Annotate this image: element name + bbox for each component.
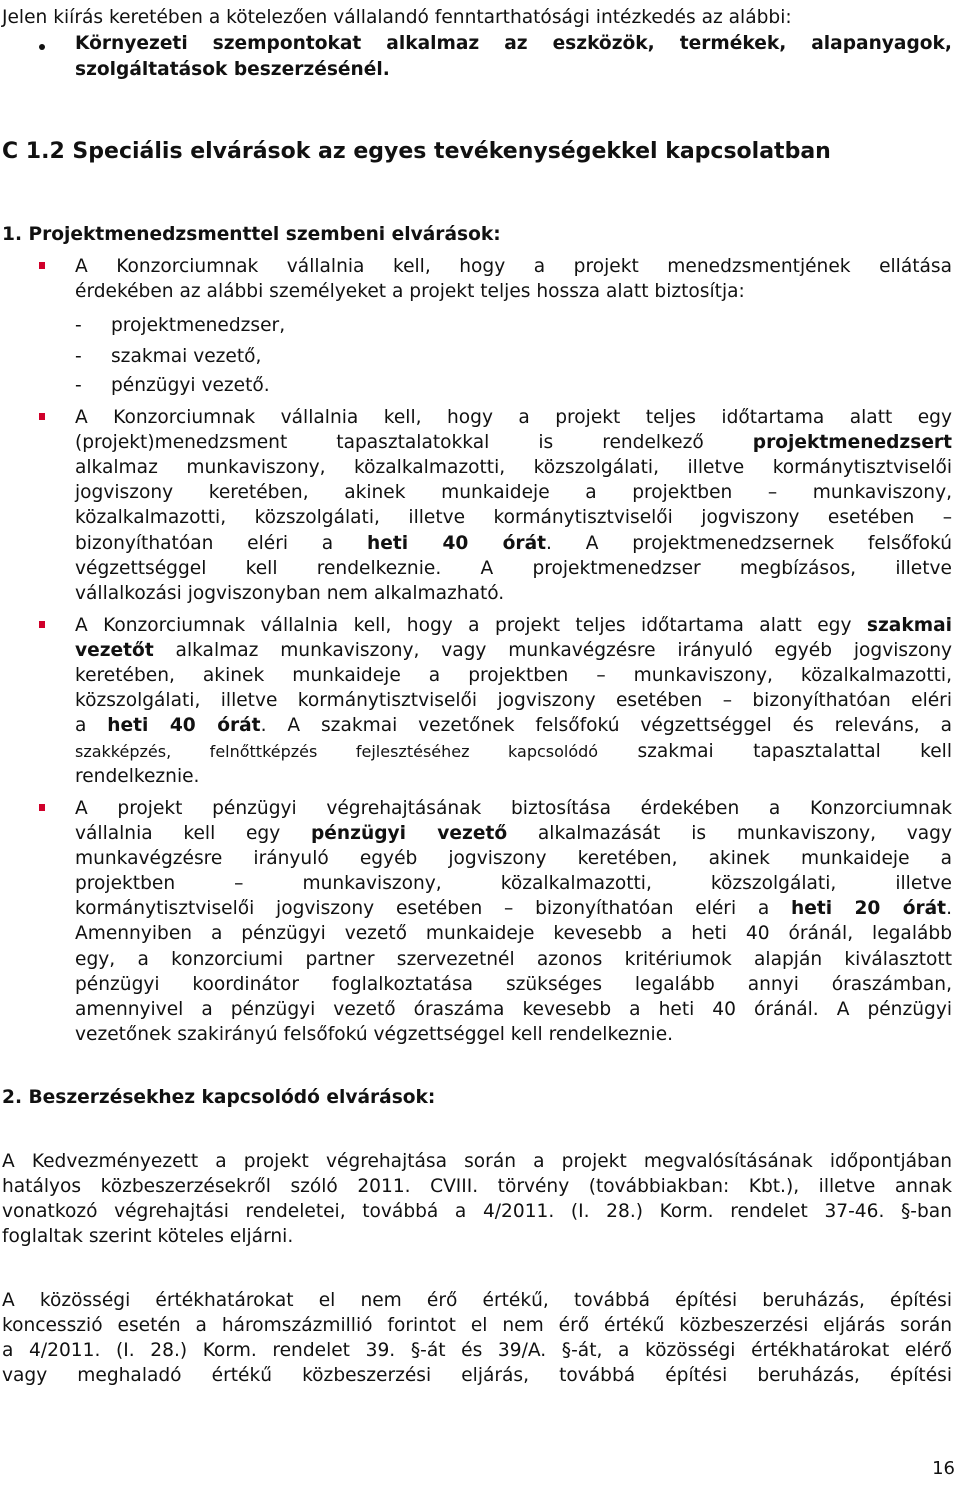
heading-beszerzesek: 2. Beszerzésekhez kapcsolódó elvárások: [2,1087,436,1108]
heading-projektmenedzsment: 1. Projektmenedzsmenttel szembeni elvárások: [2,224,501,245]
b4-line7: egy, a konzorciumi partner szervezetnél azonos kritériumok alapján kiválasztott [75,949,952,970]
section-heading-c12: C 1.2 Speciális elvárások az egyes tevékenységekkel kapcsolatban [2,139,831,164]
b4-line2: vállalnia kell egy pénzügyi vezető alkalmazását is munkaviszony, vagy [75,823,952,844]
p1-line2: hatályos közbeszerzésekről szóló 2011. CVIII. törvény (továbbiakban: Kbt.), illetve annak [2,1176,952,1197]
b4-line3: munkavégzésre irányuló egyéb jogviszony keretében, akinek munkaideje a [75,848,952,869]
p2-line3: a 4/2011. (I. 28.) Korm. rendelet 39. §-át és 39/A. §-át, a közösségi értékhatárokat elérő [2,1340,952,1361]
b2-line8: vállalkozási jogviszonyban nem alkalmazható. [75,583,505,604]
dash: - [75,375,82,396]
b3-line3: keretében, akinek munkaideje a projektben – munkaviszony, közalkalmazotti, [75,665,952,686]
b3-line7: rendelkeznie. [75,766,200,787]
b3-line4: közszolgálati, illetve kormánytisztviselői jogviszony esetében – bizonyíthatóan eléri [75,690,952,711]
b1-item-projektmenedzser: projektmenedzser, [111,315,286,336]
b2-line6: bizonyíthatóan eléri a heti 40 órát. A projektmenedzsernek felsőfokú [75,533,952,554]
p2-line4: vagy meghaladó értékű közbeszerzési eljárás, továbbá építési beruházás, építési [2,1365,952,1386]
b4-line10: vezetőnek szakirányú felsőfokú végzettséggel kell rendelkeznie. [75,1024,674,1045]
b2-line1: A Konzorciumnak vállalnia kell, hogy a projekt teljes időtartama alatt egy [75,407,952,428]
b4-line5: kormánytisztviselői jogviszony esetében – bizonyíthatóan eléri a heti 20 órát. [75,898,952,919]
bullet-dot [39,44,45,50]
intro-bullet-line1: Környezeti szempontokat alkalmaz az eszközök, termékek, alapanyagok, [75,33,952,54]
b1-item-szakmai-vezeto: szakmai vezető, [111,346,262,367]
b3-line1: A Konzorciumnak vállalnia kell, hogy a projekt teljes időtartama alatt egy szakmai [75,615,952,636]
b1-item-penzugyi-vezeto: pénzügyi vezető. [111,375,270,396]
p1-line3: vonatkozó végrehajtási rendeletei, továbbá a 4/2011. (I. 28.) Korm. rendelet 37-46. §-ban [2,1201,952,1222]
bullet-square [39,413,45,420]
b2-line2: (projekt)menedzsment tapasztalatokkal is rendelkező projektmenedzsert [75,432,952,453]
b1-line2: érdekében az alábbi személyeket a projekt teljes hossza alatt biztosítja: [75,281,745,302]
p2-line2: koncesszió esetén a háromszázmillió forintot el nem érő értékű közbeszerzési eljárás során [2,1315,952,1336]
b4-line8: pénzügyi koordinátor foglalkoztatása szükséges legalább annyi óraszámban, [75,974,952,995]
bullet-square [39,262,45,269]
intro-text: Jelen kiírás keretében a kötelezően vállalandó fenntarthatósági intézkedés az alábbi: [2,7,792,28]
page-number: 16 [932,1458,955,1479]
b3-line6: szakképzés, felnőttképzés fejlesztéséhez kapcsolódó szakmai tapasztalattal kell [75,741,952,762]
b2-line3: alkalmaz munkaviszony, közalkalmazotti, közszolgálati, illetve kormánytisztviselői [75,457,952,478]
b4-line4: projektben – munkaviszony, közalkalmazotti, közszolgálati, illetve [75,873,952,894]
b1-line1: A Konzorciumnak vállalnia kell, hogy a projekt menedzsmentjének ellátása [75,256,952,277]
b3-line2: vezetőt alkalmaz munkaviszony, vagy munkavégzésre irányuló egyéb jogviszony [75,640,952,661]
dash: - [75,346,82,367]
b4-line1: A projekt pénzügyi végrehajtásának biztosítása érdekében a Konzorciumnak [75,798,952,819]
bullet-square [39,621,45,628]
b2-line7: végzettséggel kell rendelkeznie. A projektmenedzser megbízásos, illetve [75,558,952,579]
intro-bullet-line2: szolgáltatások beszerzésénél. [75,59,390,80]
p1-line1: A Kedvezményezett a projekt végrehajtása során a projekt megvalósításának időpontjában [2,1151,952,1172]
b4-line9: amennyivel a pénzügyi vezető óraszáma kevesebb a heti 40 óránál. A pénzügyi [75,999,952,1020]
dash: - [75,315,82,336]
bullet-square [39,804,45,811]
b2-line4: jogviszony keretében, akinek munkaideje a projektben – munkaviszony, [75,482,952,503]
p1-line4: foglaltak szerint köteles eljárni. [2,1226,294,1247]
b4-line6: Amennyiben a pénzügyi vezető munkaideje kevesebb a heti 40 óránál, legalább [75,923,952,944]
p2-line1: A közösségi értékhatárokat el nem érő értékű, továbbá építési beruházás, építési [2,1290,952,1311]
b2-line5: közalkalmazotti, közszolgálati, illetve kormánytisztviselői jogviszony esetében – [75,507,952,528]
b3-line5: a heti 40 órát. A szakmai vezetőnek felsőfokú végzettséggel és releváns, a [75,715,952,736]
